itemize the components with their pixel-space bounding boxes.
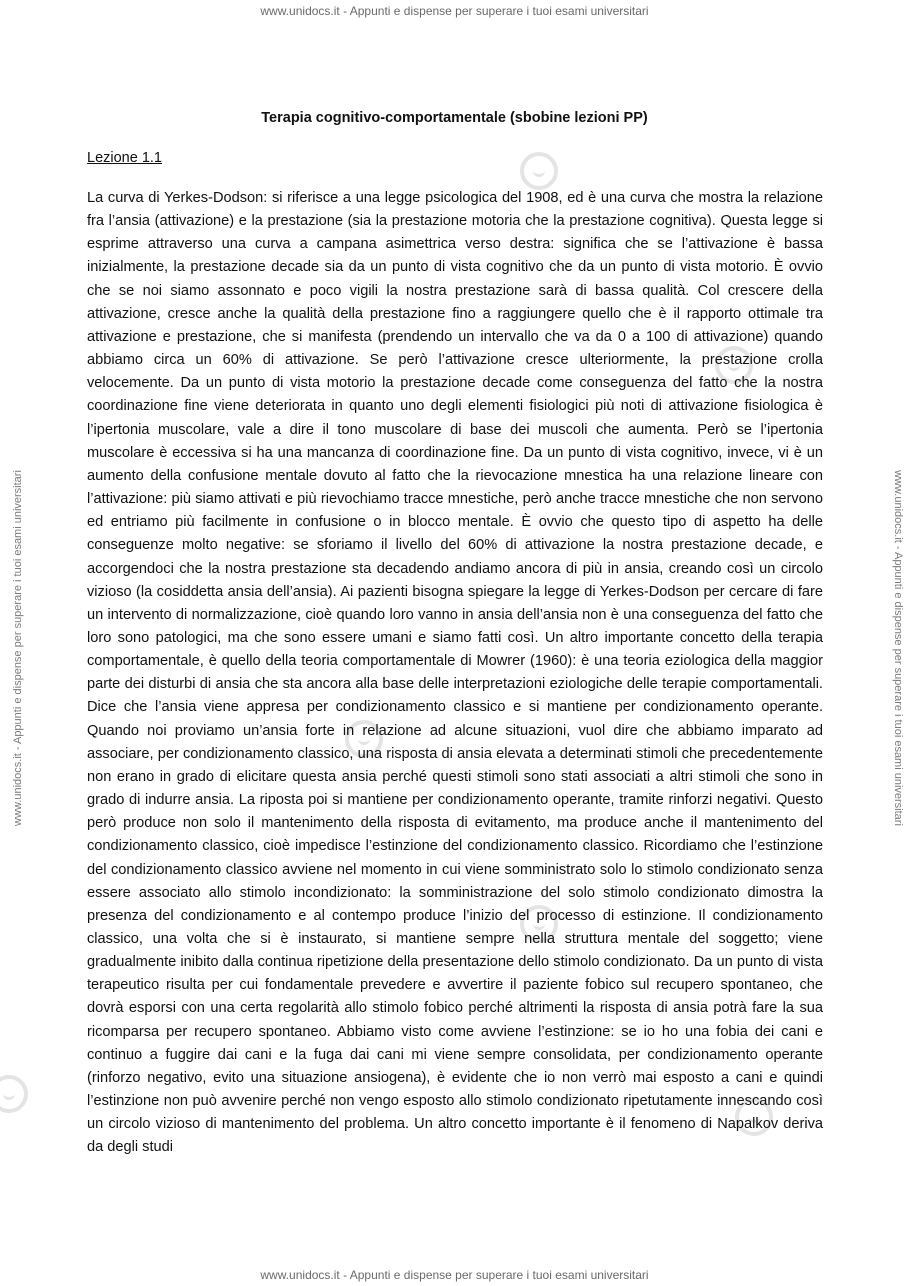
watermark-right: www.unidocs.it - Appunti e dispense per superare i tuoi esami universitari	[892, 470, 904, 826]
document-title: Terapia cognitivo-comportamentale (sbobine lezioni PP)	[261, 110, 648, 126]
watermark-top: www.unidocs.it - Appunti e dispense per superare i tuoi esami universitari	[260, 4, 649, 18]
watermark-logo-icon	[0, 1075, 28, 1113]
watermark-logo-icon	[520, 152, 558, 190]
section-heading: Lezione 1.1	[87, 150, 162, 166]
watermark-bottom: www.unidocs.it - Appunti e dispense per superare i tuoi esami universitari	[260, 1268, 649, 1282]
watermark-left: www.unidocs.it - Appunti e dispense per superare i tuoi esami universitari	[12, 470, 24, 826]
body-paragraph: La curva di Yerkes-Dodson: si riferisce a una legge psicologica del 1908, ed è una curva che mostra la relazione fra l’ansia (attivazione) e la prestazione (sia la prestazione motoria che la prestazione cognitiva). Questa legge si esprime attraverso una curva a campana asimettrica verso destra: significa che se l’attivazione è bassa inizialmente, la prestazione decade sia da un punto di vista cognitivo che da un punto di vista motorio. È ovvio che se noi siamo assonnato e poco vigili la nostra prestazione sarà di bassa qualità. Col crescere della attivazione, cresce anche la qualità della prestazione fino a raggiungere quello che è il rapporto ottimale tra attivazione e prestazione, che si manifesta (prendendo un intervallo che va da 0 a 100 di attivazione) quando abbiamo circa un 60% di attivazione. Se però l’attivazione cresce ulteriormente, la prestazione crolla velocemente. Da un punto di vista motorio la prestazione decade come conseguenza del fatto che la nostra coordinazione fine viene deteriorata in quanto uno degli elementi fisiologici più noti di attivazione fisiologica è l’ipertonia muscolare, vale a dire il tono muscolare di base dei muscoli che aumenta. Però se l’ipertonia muscolare è eccessiva si ha una mancanza di coordinazione fine. Da un punto di vista cognitivo, invece, vi è un aumento della confusione mentale dovuto al fatto che la rievocazione mnestica ha una relazione lineare con l’attivazione: più siamo attivati e più rievochiamo tracce mnestiche, però anche tracce mnestiche che non servono ed entriamo più facilmente in confusione o in blocco mentale. È ovvio che questo tipo di aspetto ha delle conseguenze molto negative: se sforiamo il livello del 60% di attivazione la nostra prestazione decade, e accorgendoci che la nostra prestazione sta decadendo andiamo ancora di più in ansia, creando così un circolo vizioso (la cosiddetta ansia dell’ansia). Ai pazienti bisogna spiegare la legge di Yerkes-Dodson per cercare di fare un intervento di normalizzazione, cioè quando loro vanno in ansia dell’ansia non è una conseguenza del fatto che loro sono patologici, ma che sono essere umani e siamo fatti così. Un altro importante concetto della terapia comportamentale, è quello della teoria comportamentale di Mowrer (1960): è una teoria eziologica della maggior parte dei disturbi di ansia che sta ancora alla base delle interpretazioni eziologiche delle terapie comportamentali. Dice che l’ansia viene appresa per condizionamento classico e si mantiene per condizionamento operante. Quando noi proviamo un’ansia forte in relazione ad alcune situazioni, vuol dire che abbiamo imparato ad associare, per condizionamento classico, una risposta di ansia elevata a determinati stimoli che precedentemente non erano in grado di elicitare questa ansia perché questi stimoli sono stati associati a altri stimoli che sono in grado di indurre ansia. La riposta poi si mantiene per condizionamento operante, tramite rinforzi negativi. Questo però produce non solo il mantenimento della risposta di evitamento, ma produce anche il mantenimento del condizionamento classico, cioè impedisce l’estinzione del condizionamento classico. Ricordiamo che l’estinzione del condizionamento classico avviene nel momento in cui viene somministrato solo lo stimolo condizionato senza essere associato allo stimolo incondizionato: la somministrazione del solo stimolo condizionato dimostra la presenza del condizionamento e al contempo produce l’inizio del processo di estinzione. Il condizionamento classico, una volta che si è instaurato, si mantiene sempre nella struttura mentale del soggetto; viene gradualmente inibito dalla continua ripetizione della presentazione dello stimolo condizionato. Da un punto di vista terapeutico risulta per cui fondamentale prevedere e avvertire il paziente fobico sul recupero spontaneo, che dovrà esporsi con una certa regolarità allo stimolo fobico perché altrimenti la risposta di ansia potrà fare la sua ricomparsa per recupero spontaneo. Abbiamo visto come avviene l’estinzione: se io ho una fobia dei cani e continuo a fuggire dai cani e la fuga dai cani mi viene sempre consolidata, per condizionamento operante (rinforzo negativo, evito una situazione ansiogena), è evidente che io non verrò mai esposto a cani e quindi l’estinzione non può avvenire perché non vengo esposto allo stimolo condizionato ripetutamente innescando così un circolo vizioso di mantenimento del problema. Un altro concetto importante è il fenomeno di Napalkov deriva da degli studi	[87, 190, 823, 1156]
